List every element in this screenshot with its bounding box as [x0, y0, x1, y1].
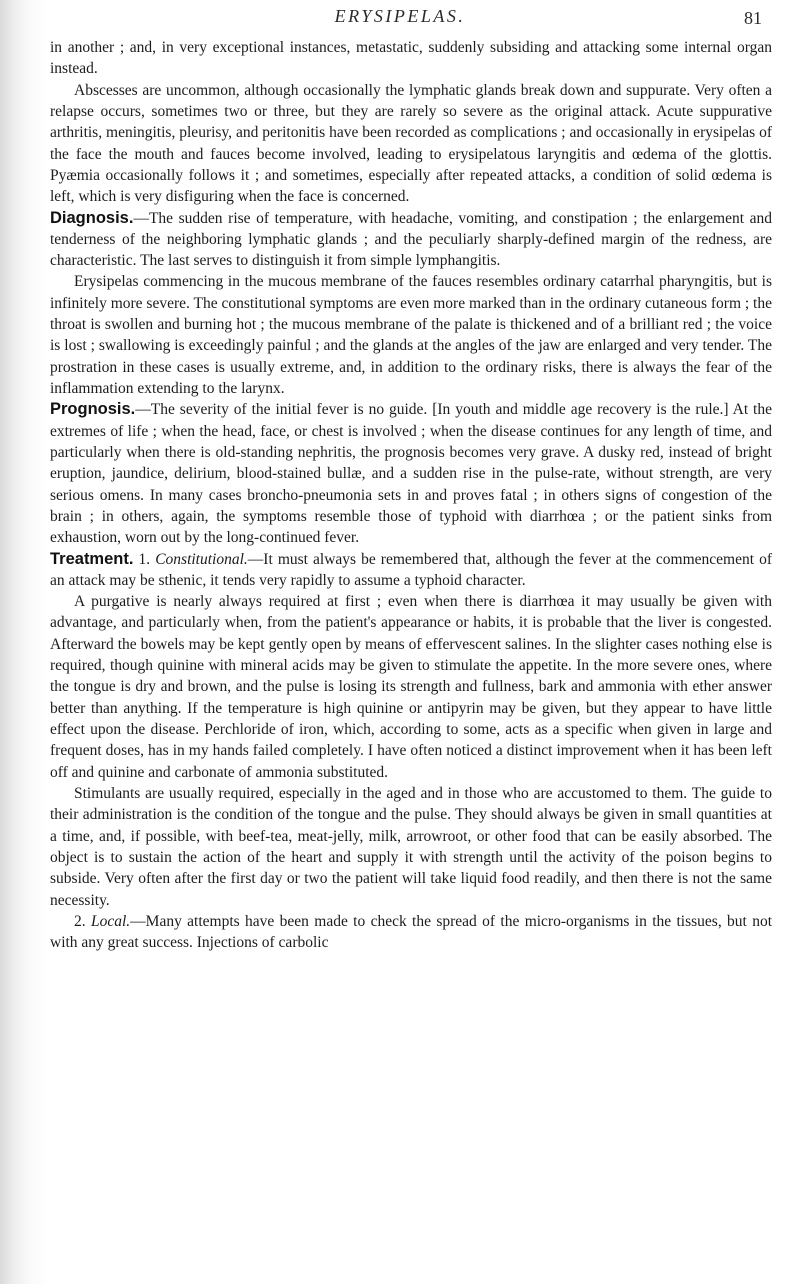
treatment-item-number: 1. [138, 550, 151, 568]
section-heading-diagnosis: Diagnosis. [50, 208, 134, 227]
constitutional-text: —It must always be remembered that, although the fever at the commencement of an attack may be sthenic, it tends very rapidly to assume a typhoid character. [50, 550, 773, 589]
paragraph-purgative: A purgative is nearly always required at first ; even when there is diarrhœa it may usually be given with advantage, and particularly when, from the patient's appearance or habits, it is probable that the liver is congested. Afterward the bowels may be kept gently open by means of effervescent salines. In the slighter cases nothing else is required, though quinine with mineral acids may be given to stimulate the appetite. In the more severe ones, where the tongue is dry and brown, and the pulse is losing its strength and fullness, bark and ammonia with ether answer better than anything. If the temperature is high quinine or antipyrin may be given, but they appear to have little effect upon the disease. Perchloride of iron, which, according to some, acts as a specific when given in large and frequent doses, has in my hands failed completely. I have often noticed a distinct improvement when it has been left off and quinine and carbonate of ammonia substituted. [50, 593, 772, 781]
paragraph-continuation: in another ; and, in very exceptional instances, metastatic, suddenly subsiding and attacking some internal organ instead. [50, 39, 772, 78]
section-prognosis [50, 399, 772, 548]
page-number: 81 [744, 8, 762, 28]
section-heading-treatment: Treatment. [50, 549, 134, 568]
local-text: —Many attempts have been made to check the spread of the micro-organisms in the tissues, but not with any great success. Injections of carbolic [50, 912, 772, 952]
body-text [50, 37, 772, 953]
running-head-title: ERYSIPELAS. [334, 6, 466, 26]
section-heading-prognosis: Prognosis. [50, 400, 136, 419]
paragraph-stimulants: Stimulants are usually required, especially in the aged and in those who are accustomed to them. The guide to their administration is the condition of the tongue and the pulse. They should always be given in small quantities at a time, and, if possible, with beef-tea, meat-jelly, milk, arrowroot, or other food that can be easily absorbed. The object is to sustain the action of the heart and supply it with strength until the activity of the poison begins to subside. Very often after the first day or two the patient will take liquid food readily, and then there is not the same necessity. [50, 784, 772, 909]
diagnosis-text: —The sudden rise of temperature, with headache, vomiting, and constipation ; the enlargement and tenderness of the neighboring lymphatic glands ; and the peculiarly sharply-defined margin of the redness, are characteristic. The last serves to distinguish it from simple lymphangitis. [50, 209, 772, 270]
section-treatment [50, 549, 772, 592]
section-diagnosis [50, 208, 772, 272]
paragraph-fauces: Erysipelas commencing in the mucous membrane of the fauces resembles ordinary catarrhal pharyngitis, but is infinitely more severe. The constitutional symptoms are even more marked than in the ordinary cutaneous form ; the throat is swollen and burning hot ; the mucous membrane of the palate is thickened and of a brilliant red ; the voice is lost ; swallowing is exceedingly painful ; and the glands at the angles of the jaw are enlarged and very tender. The prostration in these cases is usually extreme, and, in addition to the ordinary risks, there is always the fear of the inflammation extending to the larynx. [50, 273, 772, 397]
paragraph-complications: Abscesses are uncommon, although occasionally the lymphatic glands break down and suppurate. Very often a relapse occurs, sometimes two or three, but they are rarely so severe as the original attack. Acute suppurative arthritis, meningitis, pleurisy, and peritonitis have been recorded as complications ; and occasionally in erysipelas of the face the mouth and fauces become involved, leading to erysipelatous laryngitis and œdema of the glottis. Pyæmia occasionally follows it ; and sometimes, especially after repeated attacks, a condition of solid œdema is left, which is very disfiguring when the face is concerned. [50, 81, 772, 206]
running-head [0, 6, 800, 32]
subheading-local: Local. [90, 912, 131, 930]
prognosis-text: —The severity of the initial fever is no guide. [In youth and middle age recovery is the rule.] At the extremes of life ; when the head, face, or chest is involved ; when the disease continues for any length of time, and particularly when there is old-standing nephritis, the prognosis becomes very grave. A dusky red, instead of bright eruption, jaundice, delirium, blood-stained bullæ, and a sudden rise in the pulse-rate, without strength, are very serious omens. In many cases broncho-pneumonia sets in and proves fatal ; in others signs of congestion of the brain ; in others, again, the symptoms resemble those of typhoid with diarrhœa ; or the patient sinks from exhaustion, worn out by the long-continued fever. [50, 401, 772, 547]
local-item-number: 2. [74, 912, 86, 930]
paragraph-local [50, 911, 772, 954]
subheading-constitutional: Constitutional. [155, 550, 248, 568]
